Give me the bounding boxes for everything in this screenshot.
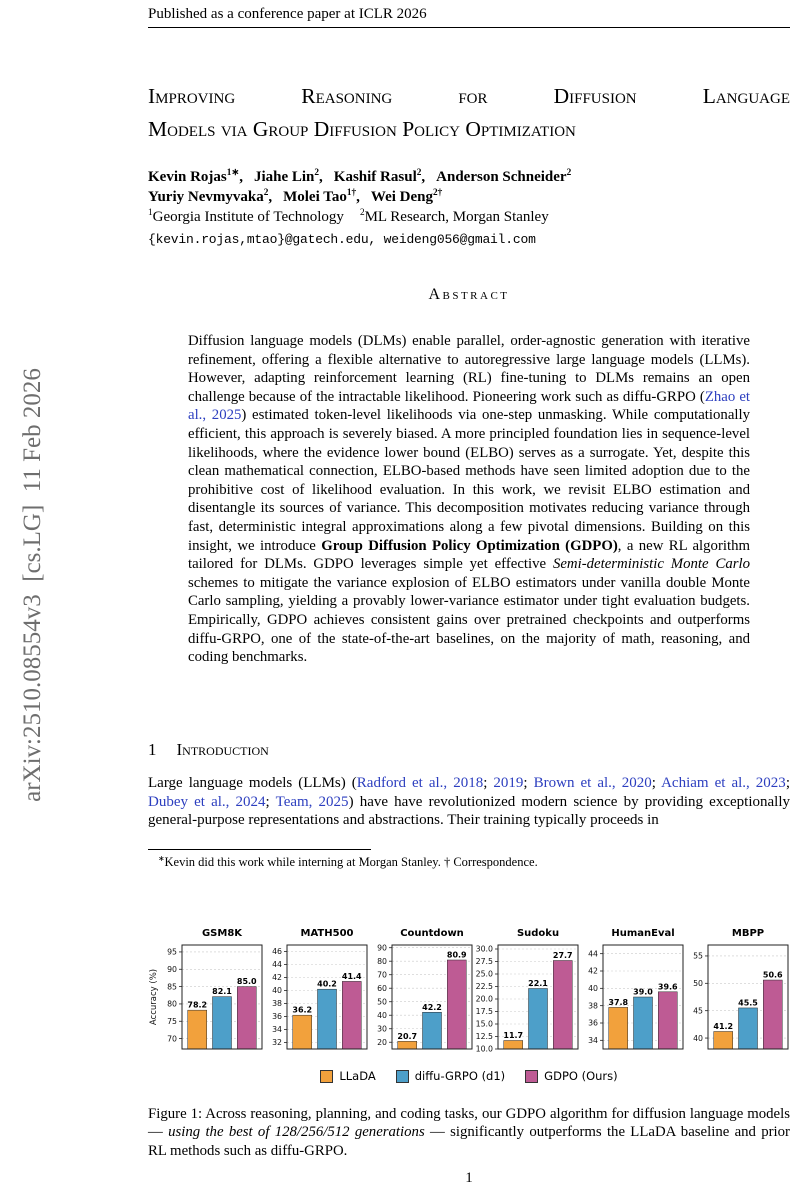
y-tick-label: 55 <box>693 951 703 961</box>
bar-llada <box>714 1031 733 1049</box>
y-tick-label: 40 <box>587 984 598 994</box>
bar-gdpo-ours- <box>658 992 677 1049</box>
y-tick-label: 90 <box>377 943 388 953</box>
y-tick-label: 70 <box>167 1034 177 1044</box>
citation-link[interactable]: Zhao et al., 2025 <box>188 388 750 424</box>
text-segment: schemes to mitigate the variance explosion of ELBO estimators under vanilla double Monte Carlo sampling, yielding a provably lower-variance estimator under tight evaluation budgets. Empirically, GDPO achieves consistent gains over pretrained checkpoints and outperforms diffu-GRPO, one of the state-of-the-art baselines, on the majority of math, reasoning, and coding benchmarks. <box>188 574 750 666</box>
bar-value-label: 82.1 <box>212 987 232 997</box>
y-tick-label: 40 <box>693 1033 703 1043</box>
footnote-marker: ∗ <box>158 853 165 863</box>
y-tick-label: 34 <box>272 1025 283 1035</box>
abstract-heading: Abstract <box>428 286 510 303</box>
footnote-text: Kevin did this work while interning at Morgan Stanley. † Correspondence. <box>164 855 538 869</box>
bar-gdpo-ours- <box>763 980 782 1049</box>
y-tick-label: 75 <box>167 1016 177 1026</box>
y-tick-label: 32 <box>272 1038 283 1048</box>
bar-value-label: 36.2 <box>292 1005 313 1015</box>
text-segment: ; <box>651 775 662 791</box>
y-tick-label: 80 <box>167 999 177 1009</box>
author-superscript: 2 <box>416 168 422 178</box>
legend-swatch-llada <box>320 1070 333 1083</box>
legend-label: LLaDA <box>339 1069 376 1083</box>
bar-gdpo-ours- <box>342 981 361 1049</box>
author-superscript: 2 <box>314 168 320 178</box>
bar-value-label: 41.2 <box>713 1021 734 1031</box>
citation-link[interactable]: Radford et al., 2018 <box>356 775 484 791</box>
author-superscript: 2 <box>566 168 572 178</box>
chart-title: GSM8K <box>201 928 243 939</box>
bar-value-label: 78.2 <box>187 1000 208 1010</box>
y-tick-label: 12.5 <box>475 1032 493 1042</box>
author-line-1: Kevin Rojas$^{1∗}$, Jiahe Lin$^2$, Kashif Rasul$^2$, Anderson Schneider$^2$ <box>148 168 572 185</box>
bar-llada <box>503 1041 522 1050</box>
figure-caption <box>148 1105 790 1160</box>
y-tick-label: 40 <box>272 986 283 996</box>
bar-value-label: 45.5 <box>738 998 758 1008</box>
chart-svg-gsm8k <box>148 925 264 1057</box>
text-segment: ; <box>523 775 534 791</box>
citation-link[interactable]: 2019 <box>493 775 524 791</box>
chart-mbpp <box>686 925 790 1061</box>
bar-value-label: 40.2 <box>317 979 338 989</box>
conference-header: Published as a conference paper at ICLR 2026 <box>148 6 790 28</box>
y-tick-label: 42 <box>587 966 598 976</box>
paper-title-line2: Models via Group Diffusion Policy Optimization <box>148 117 576 141</box>
legend-swatch-gdpo <box>525 1070 538 1083</box>
affiliations <box>148 207 790 227</box>
abstract-text <box>188 332 750 667</box>
bar-value-label: 11.7 <box>502 1031 523 1040</box>
y-tick-label: 30.0 <box>475 944 493 954</box>
bar-llada <box>188 1010 207 1049</box>
bar-value-label: 39.0 <box>632 987 653 997</box>
y-tick-label: 42 <box>272 973 283 983</box>
charts-row <box>148 925 790 1061</box>
y-tick-label: 85 <box>167 982 177 992</box>
author-superscript: 2 <box>263 188 269 198</box>
legend-label: GDPO (Ours) <box>544 1069 618 1083</box>
bar-diffu-grpo-d1- <box>528 989 547 1050</box>
bar-value-label: 85.0 <box>236 977 257 987</box>
chart-title: MATH500 <box>300 928 354 939</box>
bar-diffu-grpo-d1- <box>738 1008 757 1049</box>
legend-label: diffu-GRPO (d1) <box>414 1069 506 1083</box>
y-tick-label: 50 <box>693 979 703 989</box>
bar-value-label: 42.2 <box>422 1002 443 1012</box>
y-tick-label: 25.0 <box>475 969 493 979</box>
y-tick-label: 27.5 <box>475 957 493 967</box>
y-axis-label: Accuracy (%) <box>149 968 159 1026</box>
text-segment: — significantly outperforms the LLaDA baseline and prior RL methods such as diffu-GRPO. <box>148 1124 790 1159</box>
text-segment: Figure 1: Across reasoning, planning, and coding tasks, our GDPO algorithm for diffusion language models — <box>148 1106 790 1141</box>
bar-value-label: 39.6 <box>657 982 678 992</box>
citation-link[interactable]: Dubey et al., 2024 <box>148 793 266 810</box>
y-tick-label: 60 <box>377 983 388 993</box>
y-tick-label: 10.0 <box>475 1044 493 1054</box>
affiliation-superscript: 2 <box>359 208 365 218</box>
bar-llada <box>293 1015 312 1049</box>
text-segment: Semi-deterministic Monte Carlo <box>552 556 751 573</box>
chart-svg-math500 <box>265 925 369 1057</box>
y-tick-label: 44 <box>587 949 598 959</box>
bar-diffu-grpo-d1- <box>423 1012 442 1049</box>
y-tick-label: 36 <box>587 1018 598 1028</box>
y-tick-label: 34 <box>587 1036 598 1046</box>
chart-svg-sudoku <box>476 925 580 1057</box>
introduction-text <box>148 774 790 830</box>
chart-svg-humaneval <box>581 925 685 1057</box>
author-name: Anderson Schneider <box>436 169 567 185</box>
text-segment: , a new RL algorithm tailored for DLMs. GDPO leverages simple yet effective <box>188 537 751 573</box>
y-tick-label: 20.0 <box>475 994 493 1004</box>
paper-title <box>148 80 790 146</box>
chart-math500 <box>265 925 369 1061</box>
y-tick-label: 22.5 <box>475 982 493 992</box>
affiliation-superscript: 1 <box>148 208 153 218</box>
bar-diffu-grpo-d1- <box>633 997 652 1049</box>
y-tick-label: 44 <box>272 960 283 970</box>
bar-gdpo-ours- <box>237 987 256 1049</box>
bar-llada <box>609 1007 628 1049</box>
bar-value-label: 27.7 <box>552 951 573 960</box>
text-segment: Group Diffusion Policy Optimization (GDPO) <box>321 537 618 554</box>
y-tick-label: 38 <box>272 999 283 1009</box>
chart-gsm8k <box>148 925 264 1061</box>
y-tick-label: 40 <box>377 1010 388 1020</box>
legend-item-diffu-grpo <box>396 1069 505 1083</box>
legend-item-gdpo <box>525 1069 617 1083</box>
text-segment: using the best of 128/256/512 generations <box>168 1124 425 1141</box>
bar-value-label: 22.1 <box>527 979 548 988</box>
chart-title: Countdown <box>400 928 465 939</box>
author-superscript: 1∗ <box>226 168 240 178</box>
y-tick-label: 46 <box>272 947 283 957</box>
text-segment: ; <box>265 793 276 810</box>
bar-value-label: 41.4 <box>342 971 362 981</box>
chart-sudoku <box>476 925 580 1061</box>
y-tick-label: 38 <box>587 1001 598 1011</box>
bar-value-label: 20.7 <box>397 1031 418 1041</box>
citation-link[interactable]: Brown et al., 2020 <box>533 775 652 791</box>
footnote-rule <box>148 849 371 850</box>
text-segment: ) have have revolutionized modern science by providing exceptionally general-purpose representations and abstractions. Their training typically proceeds in <box>148 793 790 829</box>
y-tick-label: 15.0 <box>475 1019 493 1029</box>
arxiv-stamp: arXiv:2510.08554v3 [cs.LG] 11 Feb 2026 <box>19 368 46 802</box>
y-tick-label: 50 <box>377 997 388 1007</box>
y-tick-label: 17.5 <box>475 1007 493 1017</box>
chart-svg-mbpp <box>686 925 790 1057</box>
text-segment: Diffusion language models (DLMs) enable parallel, order-agnostic generation with iterative refinement, offering a flexible alternative to autoregressive large language models (LLMs). However, adapting reinforcement learning (RL) fine-tuning to DLMs remains an open challenge because of the intractable likelihood. Pioneering work such as diffu-GRPO ( <box>188 333 750 405</box>
author-superscript: 2† <box>433 188 443 198</box>
paper-title-line1: Improving Reasoning for Diffusion Language <box>148 84 790 108</box>
chart-title: MBPP <box>731 928 765 939</box>
figure-1 <box>148 925 790 1160</box>
author-line-2: Yuriy Nevmyvaka$^2$, Molei Tao$^{1\dagger}$, Wei Deng$^{2\dagger}$ <box>148 188 443 205</box>
bar-gdpo-ours- <box>553 961 572 1050</box>
bar-diffu-grpo-d1- <box>318 989 337 1049</box>
author-name: Kevin Rojas <box>148 169 227 185</box>
bar-diffu-grpo-d1- <box>213 997 232 1049</box>
chart-countdown <box>370 925 474 1061</box>
bar-value-label: 80.9 <box>447 950 467 960</box>
legend-item-llada <box>320 1069 375 1083</box>
page-number: 1 <box>465 1170 473 1186</box>
y-tick-label: 45 <box>693 1006 703 1016</box>
y-tick-label: 36 <box>272 1012 283 1022</box>
citation-link[interactable]: Achiam et al., 2023 <box>661 775 786 791</box>
author-emails: {kevin.rojas,mtao}@gatech.edu, weideng056@gmail.com <box>148 232 536 247</box>
chart-title: HumanEval <box>611 928 675 939</box>
text-segment: Large language models (LLMs) ( <box>148 775 357 791</box>
author-superscript: 1† <box>346 188 357 198</box>
affiliation-name: Georgia Institute of Technology <box>152 209 344 225</box>
y-tick-label: 20 <box>377 1037 388 1047</box>
chart-legend <box>148 1069 790 1083</box>
text-segment: ; <box>483 775 494 791</box>
chart-svg-countdown <box>370 925 474 1057</box>
y-tick-label: 30 <box>377 1024 388 1034</box>
text-segment: ; <box>785 775 790 791</box>
author-name: Yuriy Nevmyvaka <box>148 189 264 205</box>
section-number: 1 <box>148 740 157 759</box>
y-tick-label: 70 <box>377 970 388 980</box>
bar-value-label: 37.8 <box>608 997 628 1007</box>
bar-llada <box>398 1041 417 1049</box>
y-tick-label: 80 <box>377 956 388 966</box>
chart-humaneval <box>581 925 685 1061</box>
section-heading <box>148 740 269 760</box>
citation-link[interactable]: Team, 2025 <box>275 793 349 810</box>
y-tick-label: 90 <box>167 964 177 974</box>
y-tick-label: 95 <box>167 947 177 957</box>
bar-value-label: 50.6 <box>762 970 783 980</box>
chart-title: Sudoku <box>516 928 559 939</box>
author-name: Kashif Rasul <box>333 169 417 185</box>
author-name: Molei Tao <box>283 189 347 205</box>
affiliation-name: ML Research, Morgan Stanley <box>364 209 549 225</box>
text-segment: ) estimated token-level likelihoods via one-step unmasking. While computationally efficient, this approach is severely biased. A more principled foundation lies in sequence-level likelihoods, where the evidence lower bound (ELBO) serves as a surrogate. Yet, despite this clean mathematical connection, ELBO-based methods have seen limited adoption due to the prohibitive cost of likelihood evaluation. In this work, we revisit ELBO estimation and disentangle its sources of variance. This decomposition motivates reducing variance through fast, deterministic integral approximations along a few pivotal dimensions. Building on this insight, we introduce <box>188 407 751 554</box>
legend-swatch-diffu-grpo <box>396 1070 409 1083</box>
bar-gdpo-ours- <box>448 960 467 1049</box>
author-name: Jiahe Lin <box>253 169 315 185</box>
section-title: Introduction <box>176 740 269 759</box>
author-name: Wei Deng <box>370 189 434 205</box>
author-block <box>148 167 790 250</box>
footnote <box>148 855 790 870</box>
